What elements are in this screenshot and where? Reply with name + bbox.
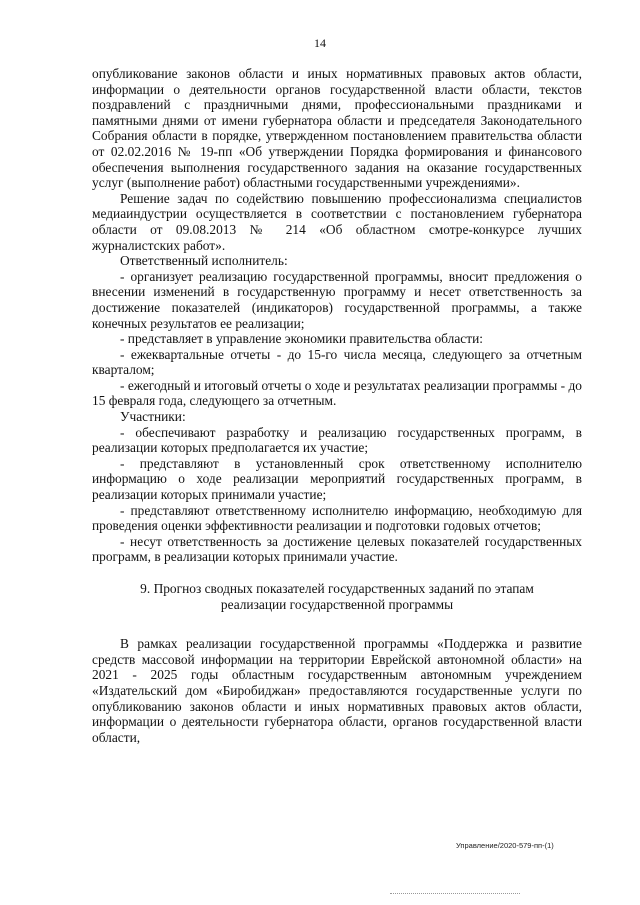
section-heading-line2: реализации государственной программы xyxy=(220,596,454,612)
section-heading-line1: 9. Прогноз сводных показателей государственных заданий по этапам xyxy=(140,581,534,596)
paragraph-responsible-executor: Ответственный исполнитель: xyxy=(120,253,288,269)
paragraph-final: В рамках реализации государственной программы «Поддержка и развитие средств массовой информации на территории Еврейской автономной области» на 2021 - 2025 годы областным государственным автономным учреждением «Издательский дом «Биробиджан» предоставляются государственные услуги по опубликованию законов области и иных нормативных правовых актов области, информации о деятельности губернатора области, органов государственной власти области, xyxy=(92,636,582,745)
list-item: - несут ответственность за достижение целевых показателей государственных программ, в реализации которых принимали участие. xyxy=(92,533,582,565)
paragraph-participants: Участники: xyxy=(120,409,186,425)
paragraph-continuation: опубликование законов области и иных нормативных правовых актов области, информации о деятельности органов государственной власти области, текстов поздравлений с праздничными днями, профессиональными праздниками и памятными днями от имени губернатора области и председателя Законодательного Собрания области в порядке, утвержденном постановлением правительства области от 02.02.2016 № 19-пп «Об утверждении Порядка формирования и финансового обеспечения выполнения государственного задания на оказание государственных услуг (выполнение работ) областными государственными учреждениями». xyxy=(92,66,582,191)
footer-divider xyxy=(390,893,520,894)
document-body xyxy=(92,66,582,745)
page-number: 14 xyxy=(314,36,326,50)
section-heading xyxy=(92,581,582,612)
list-item: - представляют ответственному исполнителю информацию, необходимую для проведения оценки эффективности реализации и подготовки годовых отчетов; xyxy=(92,502,582,534)
list-item: - ежегодный и итоговый отчеты о ходе и результатах реализации программы - до 15 февраля года, следующего за отчетным. xyxy=(92,377,582,409)
list-item: - представляют в установленный срок ответственному исполнителю информацию о ходе реализации мероприятий государственных программ, в реализации которых принимали участие; xyxy=(92,455,582,503)
footer-code: Управление/2020-579-пп-(1) xyxy=(456,841,554,850)
paragraph-tasks: Решение задач по содействию повышению профессионализма специалистов медиаиндустрии осуществляется в соответствии с постановлением губернатора области от 09.08.2013 № 214 «Об областном смотре-конкурсе лучших журналистских работ». xyxy=(92,190,582,253)
list-item: - представляет в управление экономики правительства области: xyxy=(120,331,483,347)
list-item: - обеспечивают разработку и реализацию государственных программ, в реализации которых предполагается их участие; xyxy=(92,424,582,456)
list-item: - ежеквартальные отчеты - до 15-го числа месяца, следующего за отчетным кварталом; xyxy=(92,346,582,378)
list-item: - организует реализацию государственной программы, вносит предложения о внесении изменений в государственную программу и несет ответственность за достижение показателей (индикаторов) государственной программы, а также конечных результатов ее реализации; xyxy=(92,268,582,331)
